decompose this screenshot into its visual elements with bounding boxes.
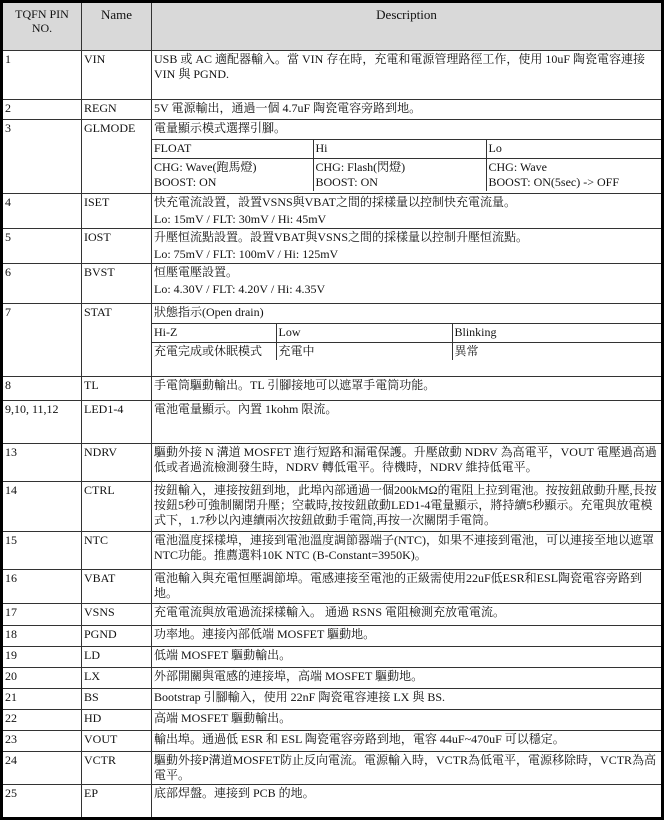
table-row xyxy=(2,626,663,647)
table-row xyxy=(2,401,663,444)
description-cell xyxy=(152,689,663,710)
description-text: USB 或 AC 適配器輸入。當 VIN 存在時，充電和電源管理路徑工作，使用 10uF 陶瓷電容連接 VIN 與 PGND. xyxy=(154,52,646,81)
description-text: 手電筒驅動輸出。TL 引腳接地可以遮罩手電筒功能。 xyxy=(154,378,436,392)
table-row xyxy=(2,444,663,482)
description-text: 電池電量顯示。內置 1kohm 限流。 xyxy=(154,402,338,416)
description-text: 功率地。連接內部低端 MOSFET 驅動地。 xyxy=(154,627,376,641)
sub-value xyxy=(152,343,276,361)
pin-name: CTRL xyxy=(82,482,152,532)
pin-number: 9,10, 11,12 xyxy=(2,401,82,444)
pin-number: 1 xyxy=(2,51,82,100)
description-text: 電池輸入與充電恒壓調節埠。電感連接至電池的正級需使用22uF低ESR和ESL陶瓷電容旁路到地。 xyxy=(154,571,643,600)
pin-name: LED1-4 xyxy=(82,401,152,444)
sub-value-line: 異常 xyxy=(454,344,479,358)
pin-number: 23 xyxy=(2,731,82,752)
pin-name: VCTR xyxy=(82,752,152,785)
sub-value xyxy=(152,159,313,192)
description-text: 升壓恒流點設置。設置VBAT與VSNS之間的採樣量以控制升壓恒流點。 xyxy=(154,230,529,244)
table-row xyxy=(2,100,663,120)
sub-header: FLOAT xyxy=(152,140,313,159)
table-row xyxy=(2,570,663,604)
table-row xyxy=(2,51,663,100)
pin-name: VIN xyxy=(82,51,152,100)
pin-name: VBAT xyxy=(82,570,152,604)
description-cell xyxy=(152,668,663,689)
sub-value-line: CHG: Wave xyxy=(488,160,547,174)
sub-value-line: BOOST: ON xyxy=(154,175,217,189)
pin-number: 25 xyxy=(2,785,82,819)
pin-name: BS xyxy=(82,689,152,710)
description-values: Lo: 75mV / FLT: 100mV / Hi: 125mV xyxy=(154,247,339,261)
header-name: Name xyxy=(82,2,152,51)
pin-number: 8 xyxy=(2,377,82,401)
pin-number: 5 xyxy=(2,229,82,264)
pin-number: 13 xyxy=(2,444,82,482)
sub-value xyxy=(313,159,486,192)
table-row xyxy=(2,689,663,710)
description-values: Lo: 15mV / FLT: 30mV / Hi: 45mV xyxy=(154,212,327,226)
table-row xyxy=(2,752,663,785)
table-row xyxy=(2,377,663,401)
table-row xyxy=(2,229,663,264)
pin-name: STAT xyxy=(82,304,152,377)
pin-number: 17 xyxy=(2,604,82,626)
description-text: Bootstrap 引腳輸入，使用 22nF 陶瓷電容連接 LX 與 BS. xyxy=(154,690,446,704)
description-cell xyxy=(152,229,663,264)
sub-table xyxy=(152,323,661,360)
description-cell xyxy=(152,51,663,100)
sub-value-line: 充電中 xyxy=(278,344,315,358)
description-values: Lo: 4.30V / FLT: 4.20V / Hi: 4.35V xyxy=(154,282,326,296)
sub-value-line: CHG: Wave(跑馬燈) xyxy=(154,160,257,174)
pin-number: 19 xyxy=(2,647,82,668)
pin-number: 22 xyxy=(2,710,82,731)
sub-header: Hi xyxy=(313,140,486,159)
description-cell xyxy=(152,482,663,532)
pin-name: NDRV xyxy=(82,444,152,482)
table-row xyxy=(2,304,663,377)
pin-number: 14 xyxy=(2,482,82,532)
pin-name: VOUT xyxy=(82,731,152,752)
sub-value-line: BOOST: ON xyxy=(315,175,378,189)
pin-name: IOST xyxy=(82,229,152,264)
description-cell xyxy=(152,731,663,752)
pin-number: 3 xyxy=(2,120,82,194)
pin-number: 20 xyxy=(2,668,82,689)
table-row xyxy=(2,668,663,689)
description-text: 5V 電源輸出，通過一個 4.7uF 陶瓷電容旁路到地。 xyxy=(154,101,422,115)
pin-name: GLMODE xyxy=(82,120,152,194)
pin-number: 24 xyxy=(2,752,82,785)
sub-value xyxy=(452,343,661,361)
sub-header: Lo xyxy=(486,140,661,159)
description-cell xyxy=(152,752,663,785)
sub-value xyxy=(486,159,661,192)
pin-name: HD xyxy=(82,710,152,731)
sub-value-line: CHG: Flash(閃燈) xyxy=(315,160,406,174)
sub-value xyxy=(276,343,452,361)
description-text: 驅動外接 N 溝道 MOSFET 進行短路和漏電保護。升壓啟動 NDRV 為高電平，VOUT 電壓過高過低或者過流檢測發生時，NDRV 轉低電平。待機時，NDRV 維持低電平。 xyxy=(154,445,657,474)
description-cell xyxy=(152,710,663,731)
sub-value-line: BOOST: ON(5sec) -> OFF xyxy=(488,175,619,189)
table-row xyxy=(2,194,663,229)
table-row xyxy=(2,785,663,819)
description-cell xyxy=(152,647,663,668)
pin-number: 6 xyxy=(2,264,82,304)
pin-number: 7 xyxy=(2,304,82,377)
pin-number: 15 xyxy=(2,532,82,570)
description-text: 高端 MOSFET 驅動輸出。 xyxy=(154,711,292,725)
pin-name: LD xyxy=(82,647,152,668)
pin-number: 2 xyxy=(2,100,82,120)
sub-header: Blinking xyxy=(452,324,661,343)
description-cell xyxy=(152,304,663,377)
pin-name: BVST xyxy=(82,264,152,304)
pin-number: 18 xyxy=(2,626,82,647)
description-cell xyxy=(152,570,663,604)
description-cell xyxy=(152,100,663,120)
pin-name: VSNS xyxy=(82,604,152,626)
description-cell xyxy=(152,532,663,570)
description-text: 快充電流設置，設置VSNS與VBAT之間的採樣量以控制快充電流量。 xyxy=(154,195,517,209)
pin-number: 16 xyxy=(2,570,82,604)
sub-table xyxy=(152,139,661,191)
description-text: 驅動外接P溝道MOSFET防止反向電流。電源輸入時，VCTR為低電平，電源移除時，VCTR為高電平。 xyxy=(154,753,657,782)
pin-name: NTC xyxy=(82,532,152,570)
sub-header: Hi-Z xyxy=(152,324,276,343)
sub-value-line: 充電完成或休眠模式 xyxy=(154,344,263,358)
pin-number: 21 xyxy=(2,689,82,710)
description-text: 按鈕輸入，連接按鈕到地，此埠內部通過一個200kMΩ的電阻上拉到電池。按按鈕啟動升壓,長按按鈕5秒可強制關閉升壓；空載時,按按鈕啟動LED1-4電量顯示，將持續5秒顯示。充電與放電模式下，1.7秒以內連續兩次按鈕啟動手電筒,再按一次關閉手電筒。 xyxy=(154,483,657,527)
pin-name: PGND xyxy=(82,626,152,647)
description-cell xyxy=(152,604,663,626)
header-description: Description xyxy=(152,2,663,51)
description-cell xyxy=(152,401,663,444)
table-header-row xyxy=(2,2,663,51)
table-row xyxy=(2,710,663,731)
description-text: 底部焊盤。連接到 PCB 的地。 xyxy=(154,786,315,800)
description-text: 輸出埠。通過低 ESR 和 ESL 陶瓷電容旁路到地，電容 44uF~470uF 可以穩定。 xyxy=(154,732,565,746)
table-row xyxy=(2,731,663,752)
description-cell xyxy=(152,194,663,229)
description-text: 外部開關與電感的連接埠，高端 MOSFET 驅動地。 xyxy=(154,669,424,683)
description-cell xyxy=(152,626,663,647)
table-row xyxy=(2,532,663,570)
header-pin: TQFN PIN NO. xyxy=(2,2,82,51)
pin-name: ISET xyxy=(82,194,152,229)
pin-name: LX xyxy=(82,668,152,689)
description-cell xyxy=(152,377,663,401)
pin-name: REGN xyxy=(82,100,152,120)
table-row xyxy=(2,482,663,532)
description-text: 低端 MOSFET 驅動輸出。 xyxy=(154,648,292,662)
description-cell xyxy=(152,785,663,819)
table-row xyxy=(2,604,663,626)
description-cell xyxy=(152,444,663,482)
pin-number: 4 xyxy=(2,194,82,229)
description-text: 充電電流與放電過流採樣輸入。 通過 RSNS 電阻檢測充放電電流。 xyxy=(154,605,506,619)
description-text: 電池溫度採樣埠，連接到電池溫度調節器端子(NTC)，如果不連接到電池，可以連接至地以遮罩NTC功能。推薦選料10K NTC (B-Constant=3950K)。 xyxy=(154,533,654,562)
description-text: 狀態指示(Open drain) xyxy=(154,305,264,319)
sub-header: Low xyxy=(276,324,452,343)
pin-name: TL xyxy=(82,377,152,401)
table-row xyxy=(2,120,663,194)
pin-name: EP xyxy=(82,785,152,819)
table-row xyxy=(2,647,663,668)
description-text: 恒壓電壓設置。 xyxy=(154,265,239,279)
table-row xyxy=(2,264,663,304)
description-cell xyxy=(152,264,663,304)
description-text: 電量顯示模式選擇引腳。 xyxy=(154,121,287,135)
description-cell xyxy=(152,120,663,194)
